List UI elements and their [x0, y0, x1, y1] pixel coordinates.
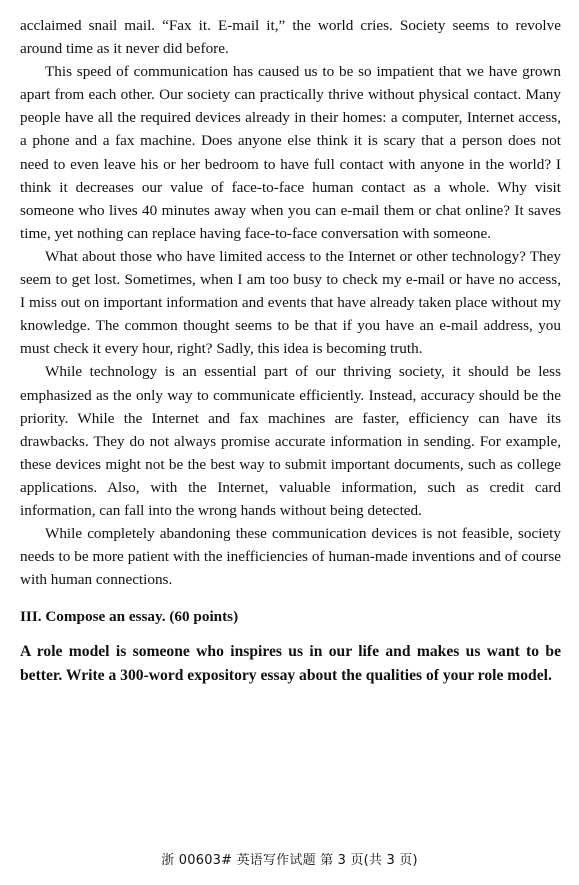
passage-paragraph-1: acclaimed snail mail. “Fax it. E-mail it,” the world cries. Society seems to revolve around time as it never did before.: [20, 17, 561, 58]
document-page: [20, 14, 561, 688]
page-footer: 浙 00603# 英语写作试题 第 3 页(共 3 页): [161, 853, 418, 868]
passage-paragraph-5: While completely abandoning these communication devices is not feasible, society needs to be more patient with the inefficiencies of human-made inventions and of course with human connections.: [20, 525, 561, 589]
passage-paragraph-2: This speed of communication has caused us to be so impatient that we have grown apart from each other. Our society can practically thrive without physical contact. Many people have all the required devices already in their homes: a computer, Internet access, a phone and a fax machine. Does anyone else think it is scary that a person does not need to even leave his or her bedroom to have full contact with anyone in the world? I think it decreases our value of face-to-face human contact as a whole. Why visit someone who lives 40 minutes away when you can e-mail them or chat online? It saves time, yet nothing can replace having face-to-face conversation with someone.: [20, 63, 561, 242]
essay-prompt: A role model is someone who inspires us in our life and makes us want to be better. Write a 300-word expository essay about the qualities of your role model.: [20, 643, 561, 684]
section-heading: III. Compose an essay. (60 points): [20, 608, 239, 626]
passage-paragraph-4: While technology is an essential part of our thriving society, it should be less emphasized as the only way to communicate efficiently. Instead, accuracy should be the priority. While the Internet and fax machines are faster, efficiency can have its drawbacks. They do not always promise accurate information in sending. For example, these devices might not be the best way to submit important documents, such as college applications. Also, with the Internet, valuable information, such as credit card information, can fall into the wrong hands without being detected.: [20, 363, 561, 519]
passage-paragraph-3: What about those who have limited access to the Internet or other technology? They seem to get lost. Sometimes, when I am too busy to check my e-mail or have no access, I miss out on important information and events that have already taken place without my knowledge. The common thought seems to be that if you have an e-mail address, you must check it every hour, right? Sadly, this idea is becoming truth.: [20, 247, 561, 358]
